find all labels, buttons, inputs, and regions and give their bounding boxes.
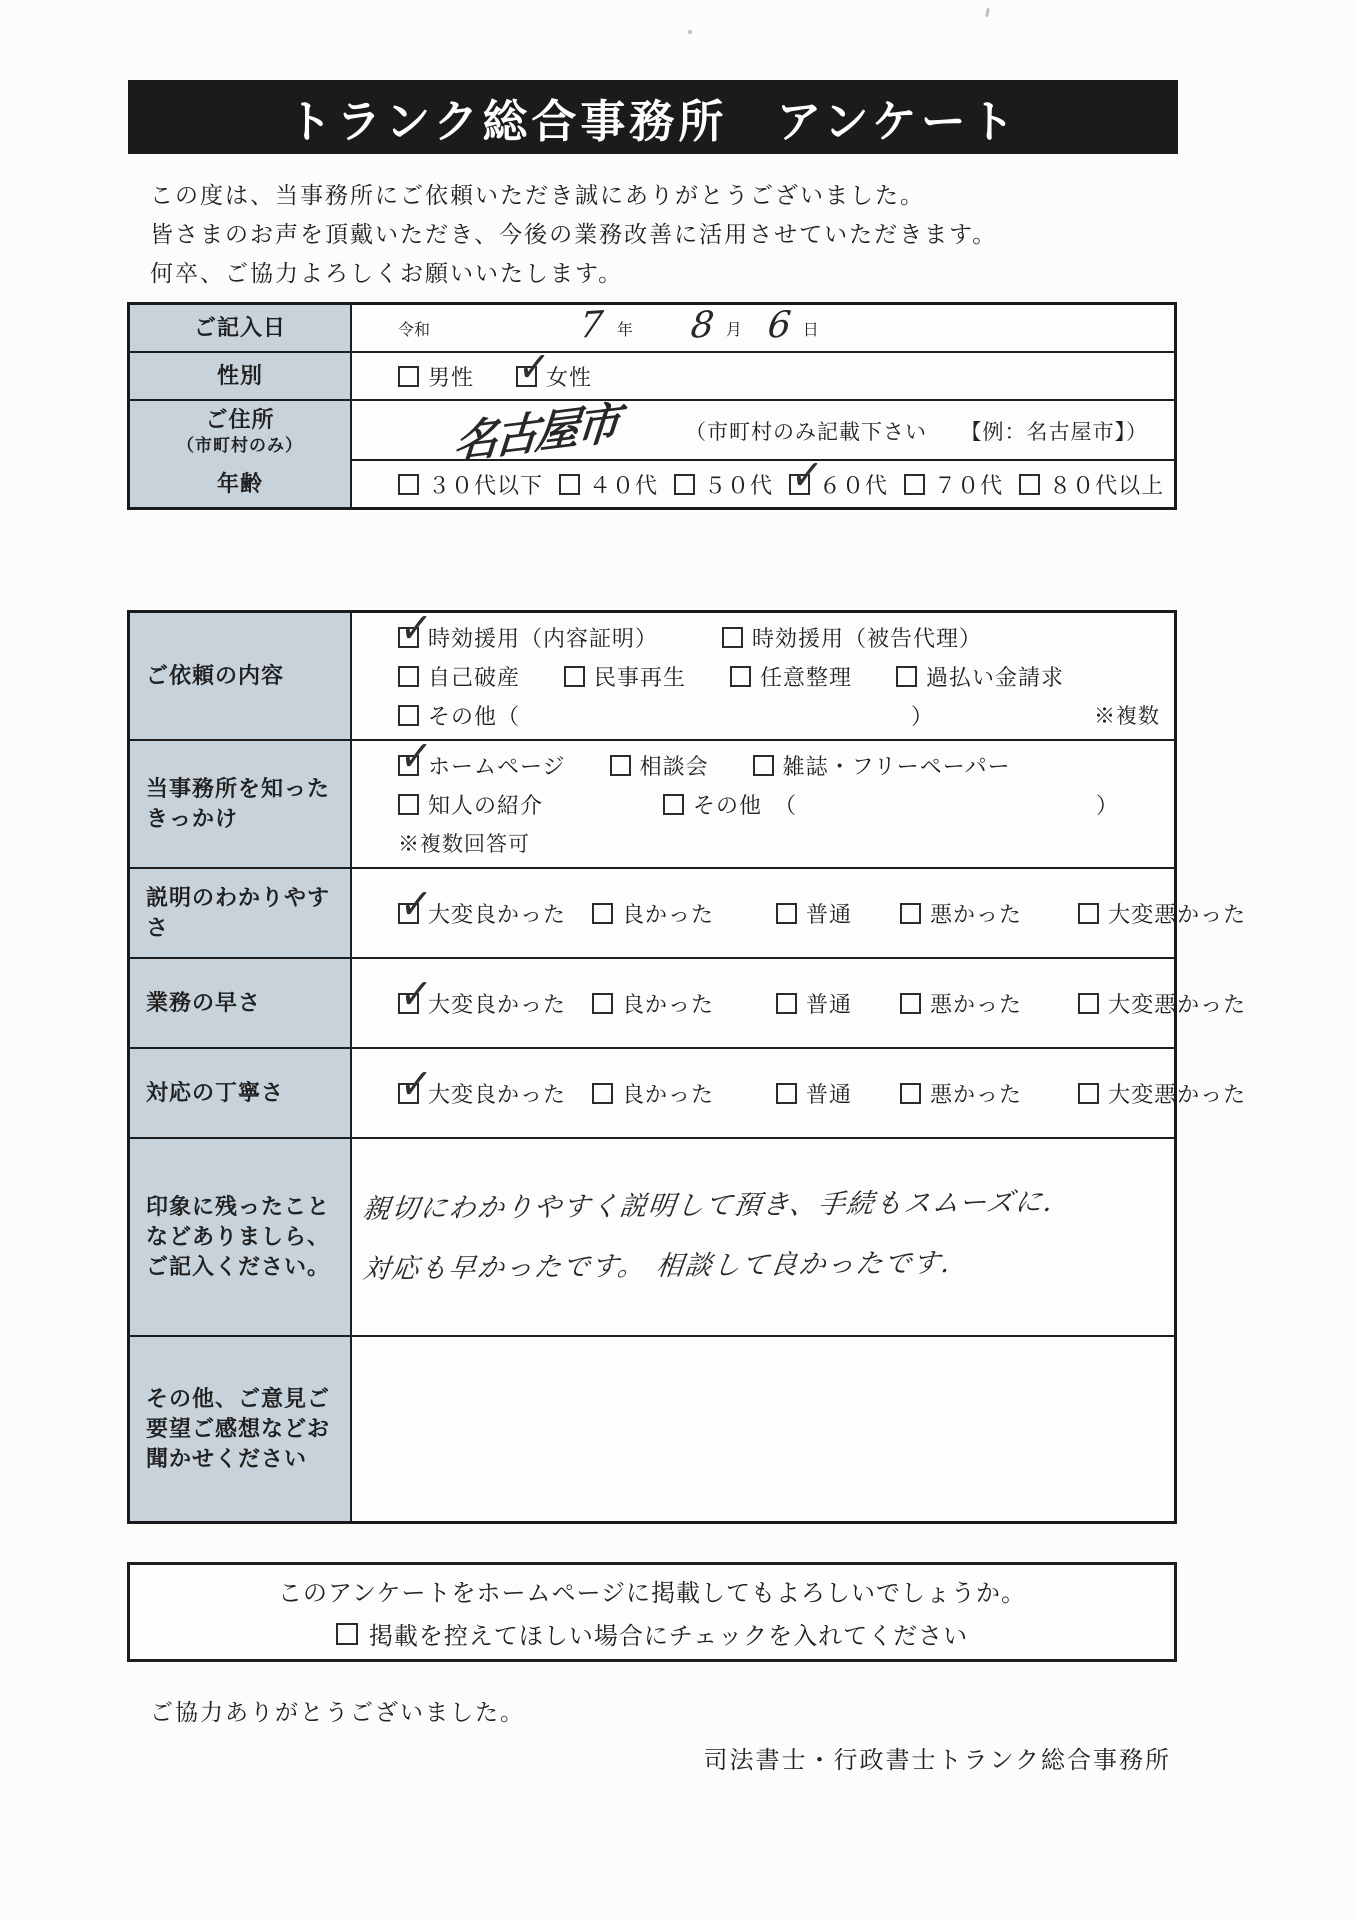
address-label: [130, 401, 352, 461]
multiple-answers-note: ※複数回答可: [398, 833, 530, 856]
date-value-cell[interactable]: [352, 305, 1174, 351]
checkbox[interactable]: [592, 993, 613, 1014]
checkbox[interactable]: [398, 794, 419, 815]
checkbox-option: [900, 898, 1022, 929]
checkbox-option: [515, 340, 593, 395]
checkbox[interactable]: [663, 794, 684, 815]
checkbox-option-label: その他 （ ）: [693, 793, 1120, 818]
checkbox-option: [397, 729, 566, 785]
checkbox-option: [1078, 1078, 1246, 1109]
checkbox-option: [776, 988, 852, 1019]
checkbox-option: [592, 898, 714, 929]
handwritten-checkmark-icon: ✓: [397, 877, 435, 932]
checkbox-option-label: 良かった: [622, 901, 715, 927]
checkbox-option: [397, 601, 659, 656]
text-line: この度は、当事務所にご依頼いただき誠にありがとうございました。: [150, 182, 925, 208]
checkbox[interactable]: [776, 993, 797, 1014]
publish-question: このアンケートをホームページに掲載してもよろしいでしょうか。: [277, 1580, 1027, 1607]
checkbox[interactable]: [398, 666, 419, 687]
text-line: 何卒、ご協力よろしくお願いいたします。: [150, 260, 624, 286]
handwritten-checkmark-icon: ✓: [515, 340, 553, 395]
checkbox-option: [397, 1057, 567, 1112]
checkbox[interactable]: [1078, 903, 1099, 924]
other-comments-label-text: その他、ご意見ご要望ご感想などお聞かせください: [146, 1386, 331, 1471]
year-unit: 年: [616, 321, 633, 339]
checkbox-option-label: 良かった: [622, 1081, 715, 1107]
checkbox-option-label: 普通: [806, 1081, 853, 1107]
address-row: [130, 397, 1174, 470]
request-type-options: [352, 601, 1174, 739]
checkbox[interactable]: [397, 1057, 435, 1112]
checkbox-option-label: 良かった: [622, 991, 715, 1017]
handwritten-checkmark-icon: ✓: [397, 967, 435, 1022]
checkbox-option-label: ４０代: [589, 472, 659, 498]
checkbox[interactable]: [398, 705, 419, 726]
checkbox-option-label: 大変良かった: [428, 901, 567, 927]
checkbox-option: [398, 361, 474, 392]
clarity-rating-row: [130, 867, 1247, 957]
checkbox-option: [904, 469, 1003, 500]
impression-label: [130, 1139, 352, 1335]
checkbox-option-label: 大変悪かった: [1108, 991, 1247, 1017]
clarity-rating-label: [130, 869, 352, 957]
checkbox-option-label: 普通: [806, 991, 853, 1017]
checkbox[interactable]: [900, 993, 921, 1014]
checkbox-option-label: 普通: [806, 901, 853, 927]
request-line-2: [398, 661, 1174, 692]
gender-label-text: 性別: [216, 363, 263, 388]
checkbox[interactable]: [564, 666, 585, 687]
checkbox[interactable]: [397, 967, 435, 1022]
gender-label: [130, 353, 352, 399]
day-unit: 日: [802, 321, 819, 339]
checkbox-option: [900, 988, 1022, 1019]
checkbox-option-label: 悪かった: [930, 901, 1023, 927]
handwritten-checkmark-icon: ✓: [397, 1057, 435, 1112]
checkbox-option: [900, 1078, 1022, 1109]
gender-options: [352, 340, 1174, 399]
politeness-rating-row: [130, 1047, 1247, 1137]
impression-row: [130, 1137, 1174, 1335]
survey-table: [127, 601, 1247, 1524]
checkbox-option-label: 悪かった: [930, 991, 1023, 1017]
referral-source-label: [130, 741, 352, 867]
referral-source-options: [352, 729, 1174, 867]
gender-row: [130, 340, 1174, 399]
checkbox-option-label: ８０代以上: [1049, 472, 1165, 498]
office-signature: 司法書士・行政書士トランク総合事務所: [703, 1747, 1171, 1774]
clarity-rating-options: [352, 869, 1246, 957]
closing-thanks: ご協力ありがとうございました。: [150, 1699, 525, 1725]
address-label-text: ご住所: [205, 407, 275, 432]
checkbox-option-label: ３０代以下: [428, 472, 544, 498]
checkbox[interactable]: [398, 366, 419, 387]
handwritten-month: 8: [689, 303, 716, 347]
politeness-rating-label: [130, 1049, 352, 1137]
checkbox-option: [776, 1078, 852, 1109]
address-label-sub: （市町村のみ）: [177, 436, 303, 455]
checkbox-option: [564, 661, 686, 692]
checkbox[interactable]: [1019, 474, 1040, 495]
other-comments-answer-area[interactable]: [352, 1337, 1174, 1521]
checkbox-option: [398, 700, 934, 731]
handwritten-day: 6: [765, 303, 793, 347]
checkbox[interactable]: [788, 448, 826, 503]
checkbox[interactable]: [398, 474, 419, 495]
handwritten-checkmark-icon: ✓: [397, 601, 435, 656]
checkbox-option-label: 男性: [428, 364, 475, 390]
checkbox-option: [397, 877, 567, 932]
respondent-info-table: [127, 302, 1177, 510]
request-other-option: [398, 700, 934, 731]
checkbox-option-label: ７０代: [934, 472, 1004, 498]
other-comments-label: [130, 1337, 352, 1521]
checkbox-option: [1078, 988, 1246, 1019]
checkbox-option-label: 雑誌・フリーペーパー: [782, 754, 1011, 779]
checkbox-option-label: 時効援用（内容証明）: [428, 625, 659, 651]
checkbox-option-label: 大変良かった: [428, 991, 567, 1017]
checkbox-option-label: 自己破産: [428, 664, 521, 690]
scan-speck: [688, 30, 692, 34]
checkbox[interactable]: [904, 474, 925, 495]
checkbox-option: [753, 750, 1011, 781]
checkbox-option-label: 悪かった: [930, 1081, 1023, 1107]
checkbox[interactable]: [722, 627, 743, 648]
checkbox[interactable]: [397, 729, 435, 785]
checkbox-option-label: 知人の紹介: [428, 793, 544, 818]
speed-rating-label: [130, 959, 352, 1047]
checkbox-option-label: ５０代: [704, 472, 774, 498]
checkbox-option-label: 相談会: [639, 754, 709, 779]
date-label-text: ご記入日: [193, 315, 286, 340]
handwritten-address: 名古屋市: [451, 397, 620, 470]
checkbox-option-label: 時効援用（被告代理）: [752, 625, 983, 651]
checkbox[interactable]: [776, 903, 797, 924]
checkbox-option: [398, 661, 520, 692]
checkbox[interactable]: [776, 1083, 797, 1104]
date-label: [130, 305, 352, 351]
checkbox-option: [730, 661, 852, 692]
checkbox-option-label: その他（ ）: [428, 703, 935, 729]
checkbox[interactable]: [896, 666, 917, 687]
checkbox-option: [397, 967, 567, 1022]
checkbox-option: [398, 789, 543, 820]
checkbox-option-label: ホームページ: [428, 754, 566, 779]
request-type-row: [130, 601, 1174, 739]
checkbox[interactable]: [592, 903, 613, 924]
publish-permission-box: [127, 1562, 1177, 1662]
source-line-1: [397, 729, 1174, 785]
checkbox[interactable]: [592, 1083, 613, 1104]
checkbox[interactable]: [1078, 993, 1099, 1014]
publish-optout-line: [336, 1616, 968, 1651]
checkbox-option-label: 民事再生: [594, 664, 687, 690]
request-type-label-text: ご依頼の内容: [146, 663, 285, 688]
handwritten-checkmark-icon: ✓: [788, 448, 826, 503]
checkbox[interactable]: [559, 474, 580, 495]
date-row: [130, 305, 1174, 351]
impression-answer-area[interactable]: [352, 1139, 1174, 1335]
politeness-rating-label-text: 対応の丁寧さ: [146, 1080, 285, 1105]
checkbox-option: [722, 622, 982, 653]
month-unit: 月: [725, 321, 742, 339]
request-line-1: [397, 601, 1174, 656]
checkbox[interactable]: [515, 340, 553, 395]
text-line: 親切にわかりやすく説明して預き、手続もスムーズに.: [361, 1186, 1056, 1226]
clarity-rating-label-text: 説明のわかりやすさ: [146, 885, 331, 940]
checkbox-option-label: 過払い金請求: [926, 664, 1065, 690]
title-banner: [128, 80, 1178, 154]
publish-optout-checkbox[interactable]: [336, 1623, 358, 1645]
checkbox-option-label: 大変悪かった: [1108, 1081, 1247, 1107]
era-text: 令和: [398, 321, 431, 339]
checkbox-option: [592, 1078, 714, 1109]
checkbox-option: [776, 898, 852, 929]
checkbox-option: [663, 789, 1119, 820]
impression-label-text: 印象に残ったことなどありましら、ご記入ください。: [146, 1194, 331, 1279]
page-title: トランク総合事務所 アンケート: [287, 95, 1019, 147]
checkbox[interactable]: [397, 601, 435, 656]
address-value-cell[interactable]: [352, 397, 1174, 470]
checkbox-option-label: 大変悪かった: [1108, 901, 1247, 927]
referral-source-row: [130, 729, 1174, 867]
checkbox[interactable]: [730, 666, 751, 687]
text-line: 対応も早かったです。 相談して良かったです.: [361, 1247, 953, 1286]
checkbox-option: [674, 469, 773, 500]
checkbox-option-label: 任意整理: [760, 664, 853, 690]
checkbox-option: [1078, 898, 1246, 929]
checkbox-option-label: ６０代: [819, 472, 889, 498]
publish-optout-label: 掲載を控えてほしい場合にチェックを入れてください: [368, 1623, 969, 1650]
checkbox[interactable]: [900, 903, 921, 924]
multiple-note: ※複数: [1094, 705, 1160, 728]
intro-text: [150, 176, 997, 293]
checkbox-option: [398, 469, 543, 500]
referral-source-label-text: 当事務所を知ったきっかけ: [146, 776, 331, 831]
checkbox-option: [559, 469, 658, 500]
address-hint: （市町村のみ記載下さい 【例：名古屋市】）: [685, 421, 1148, 444]
other-comments-row: [130, 1335, 1174, 1521]
speed-rating-options: [352, 959, 1246, 1047]
age-options: [352, 448, 1174, 507]
checkbox-option-label: 女性: [546, 364, 593, 390]
request-line-3: [398, 700, 1174, 731]
checkbox[interactable]: [610, 755, 631, 776]
text-line: 皆さまのお声を頂戴いただき、今後の業務改善に活用させていただきます。: [150, 221, 998, 247]
handwritten-checkmark-icon: ✓: [397, 729, 435, 785]
checkbox[interactable]: [1078, 1083, 1099, 1104]
request-type-label: [130, 613, 352, 739]
speed-rating-label-text: 業務の早さ: [146, 990, 262, 1015]
checkbox-option: [788, 448, 889, 503]
checkbox-option: [610, 750, 709, 781]
speed-rating-row: [130, 957, 1247, 1047]
checkbox-option: [896, 661, 1064, 692]
checkbox[interactable]: [753, 755, 774, 776]
checkbox[interactable]: [674, 474, 695, 495]
checkbox-option: [592, 988, 714, 1019]
politeness-rating-options: [352, 1049, 1246, 1137]
age-row: [130, 448, 1174, 507]
checkbox[interactable]: [900, 1083, 921, 1104]
age-label-text: 年齢: [216, 471, 263, 496]
age-label: [130, 461, 352, 507]
handwritten-year: 7: [578, 303, 605, 347]
scan-speck: [985, 8, 990, 17]
source-line-2: [398, 789, 1174, 820]
checkbox[interactable]: [397, 877, 435, 932]
checkbox-option: [1019, 469, 1164, 500]
checkbox-option-label: 大変良かった: [428, 1081, 567, 1107]
